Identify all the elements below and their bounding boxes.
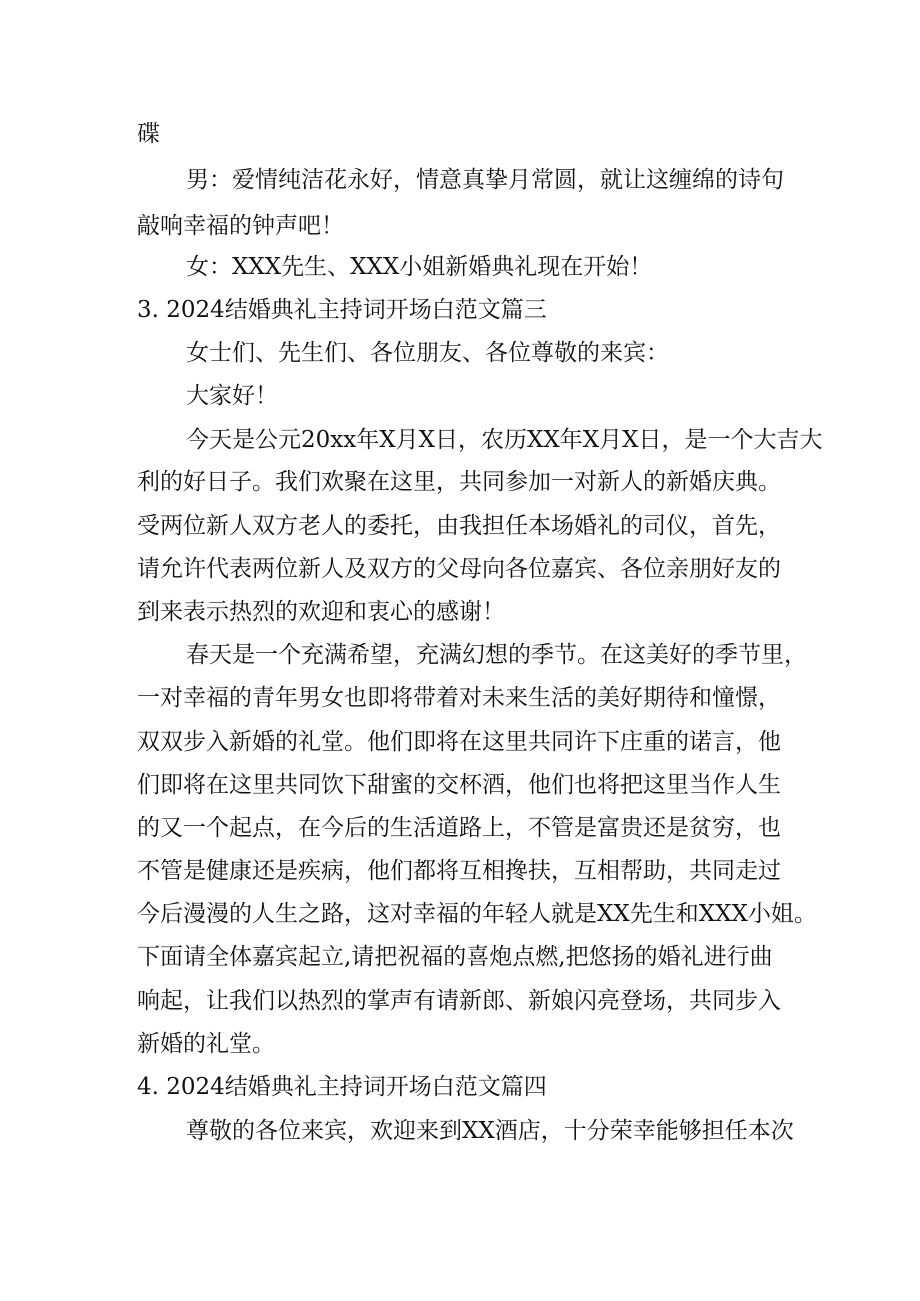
text-line: 受两位新人双方老人的委托，由我担任本场婚礼的司仪，首先， (137, 513, 781, 539)
text-line: 男：爱情纯洁花永好，情意真挚月常圆，就让这缠绵的诗句 (186, 167, 784, 193)
text-line: 请允许代表两位新人及双方的父母向各位嘉宾、各位亲朋好友的 (137, 556, 781, 582)
text-line: 大家好！ (186, 383, 278, 409)
text-line: 今后漫漫的人生之路，这对幸福的年轻人就是XX先生和XXX小姐。 (137, 901, 817, 927)
section-heading: 3. 2024结婚典礼主持词开场白范文篇三 (137, 297, 547, 323)
text-line: 双双步入新婚的礼堂。他们即将在这里共同许下庄重的诺言，他 (137, 729, 781, 755)
text-line: 到来表示热烈的欢迎和衷心的感谢！ (137, 599, 505, 625)
text-line: 利的好日子。我们欢聚在这里，共同参加一对新人的新婚庆典。 (137, 469, 781, 495)
text-line: 们即将在这里共同饮下甜蜜的交杯酒，他们也将把这里当作人生 (137, 772, 781, 798)
text-line: 的又一个起点，在今后的生活道路上，不管是富贵还是贫穷，也 (137, 815, 781, 841)
text-line: 女：XXX先生、XXX小姐新婚典礼现在开始！ (186, 254, 653, 280)
text-line: 响起，让我们以热烈的掌声有请新郎、新娘闪亮登场，共同步入 (137, 988, 781, 1014)
text-line: 下面请全体嘉宾起立,请把祝福的喜炮点燃,把悠扬的婚礼进行曲 (137, 944, 773, 970)
section-heading: 4. 2024结婚典礼主持词开场白范文篇四 (137, 1074, 547, 1100)
text-line: 新婚的礼堂。 (137, 1031, 275, 1057)
text-line: 春天是一个充满希望，充满幻想的季节。在这美好的季节里， (186, 642, 807, 668)
text-line: 敲响幸福的钟声吧！ (137, 213, 344, 239)
text-line: 不管是健康还是疾病，他们都将互相搀扶，互相帮助，共同走过 (137, 858, 781, 884)
text-line: 尊敬的各位来宾，欢迎来到XX酒店，十分荣幸能够担任本次 (186, 1118, 794, 1144)
text-line: 今天是公元20xx年X月X日，农历XX年X月X日，是一个大吉大 (186, 427, 823, 453)
text-line: 女士们、先生们、各位朋友、各位尊敬的来宾： (186, 340, 669, 366)
text-line: 碟 (137, 121, 160, 147)
text-line: 一对幸福的青年男女也即将带着对未来生活的美好期待和憧憬， (137, 685, 781, 711)
